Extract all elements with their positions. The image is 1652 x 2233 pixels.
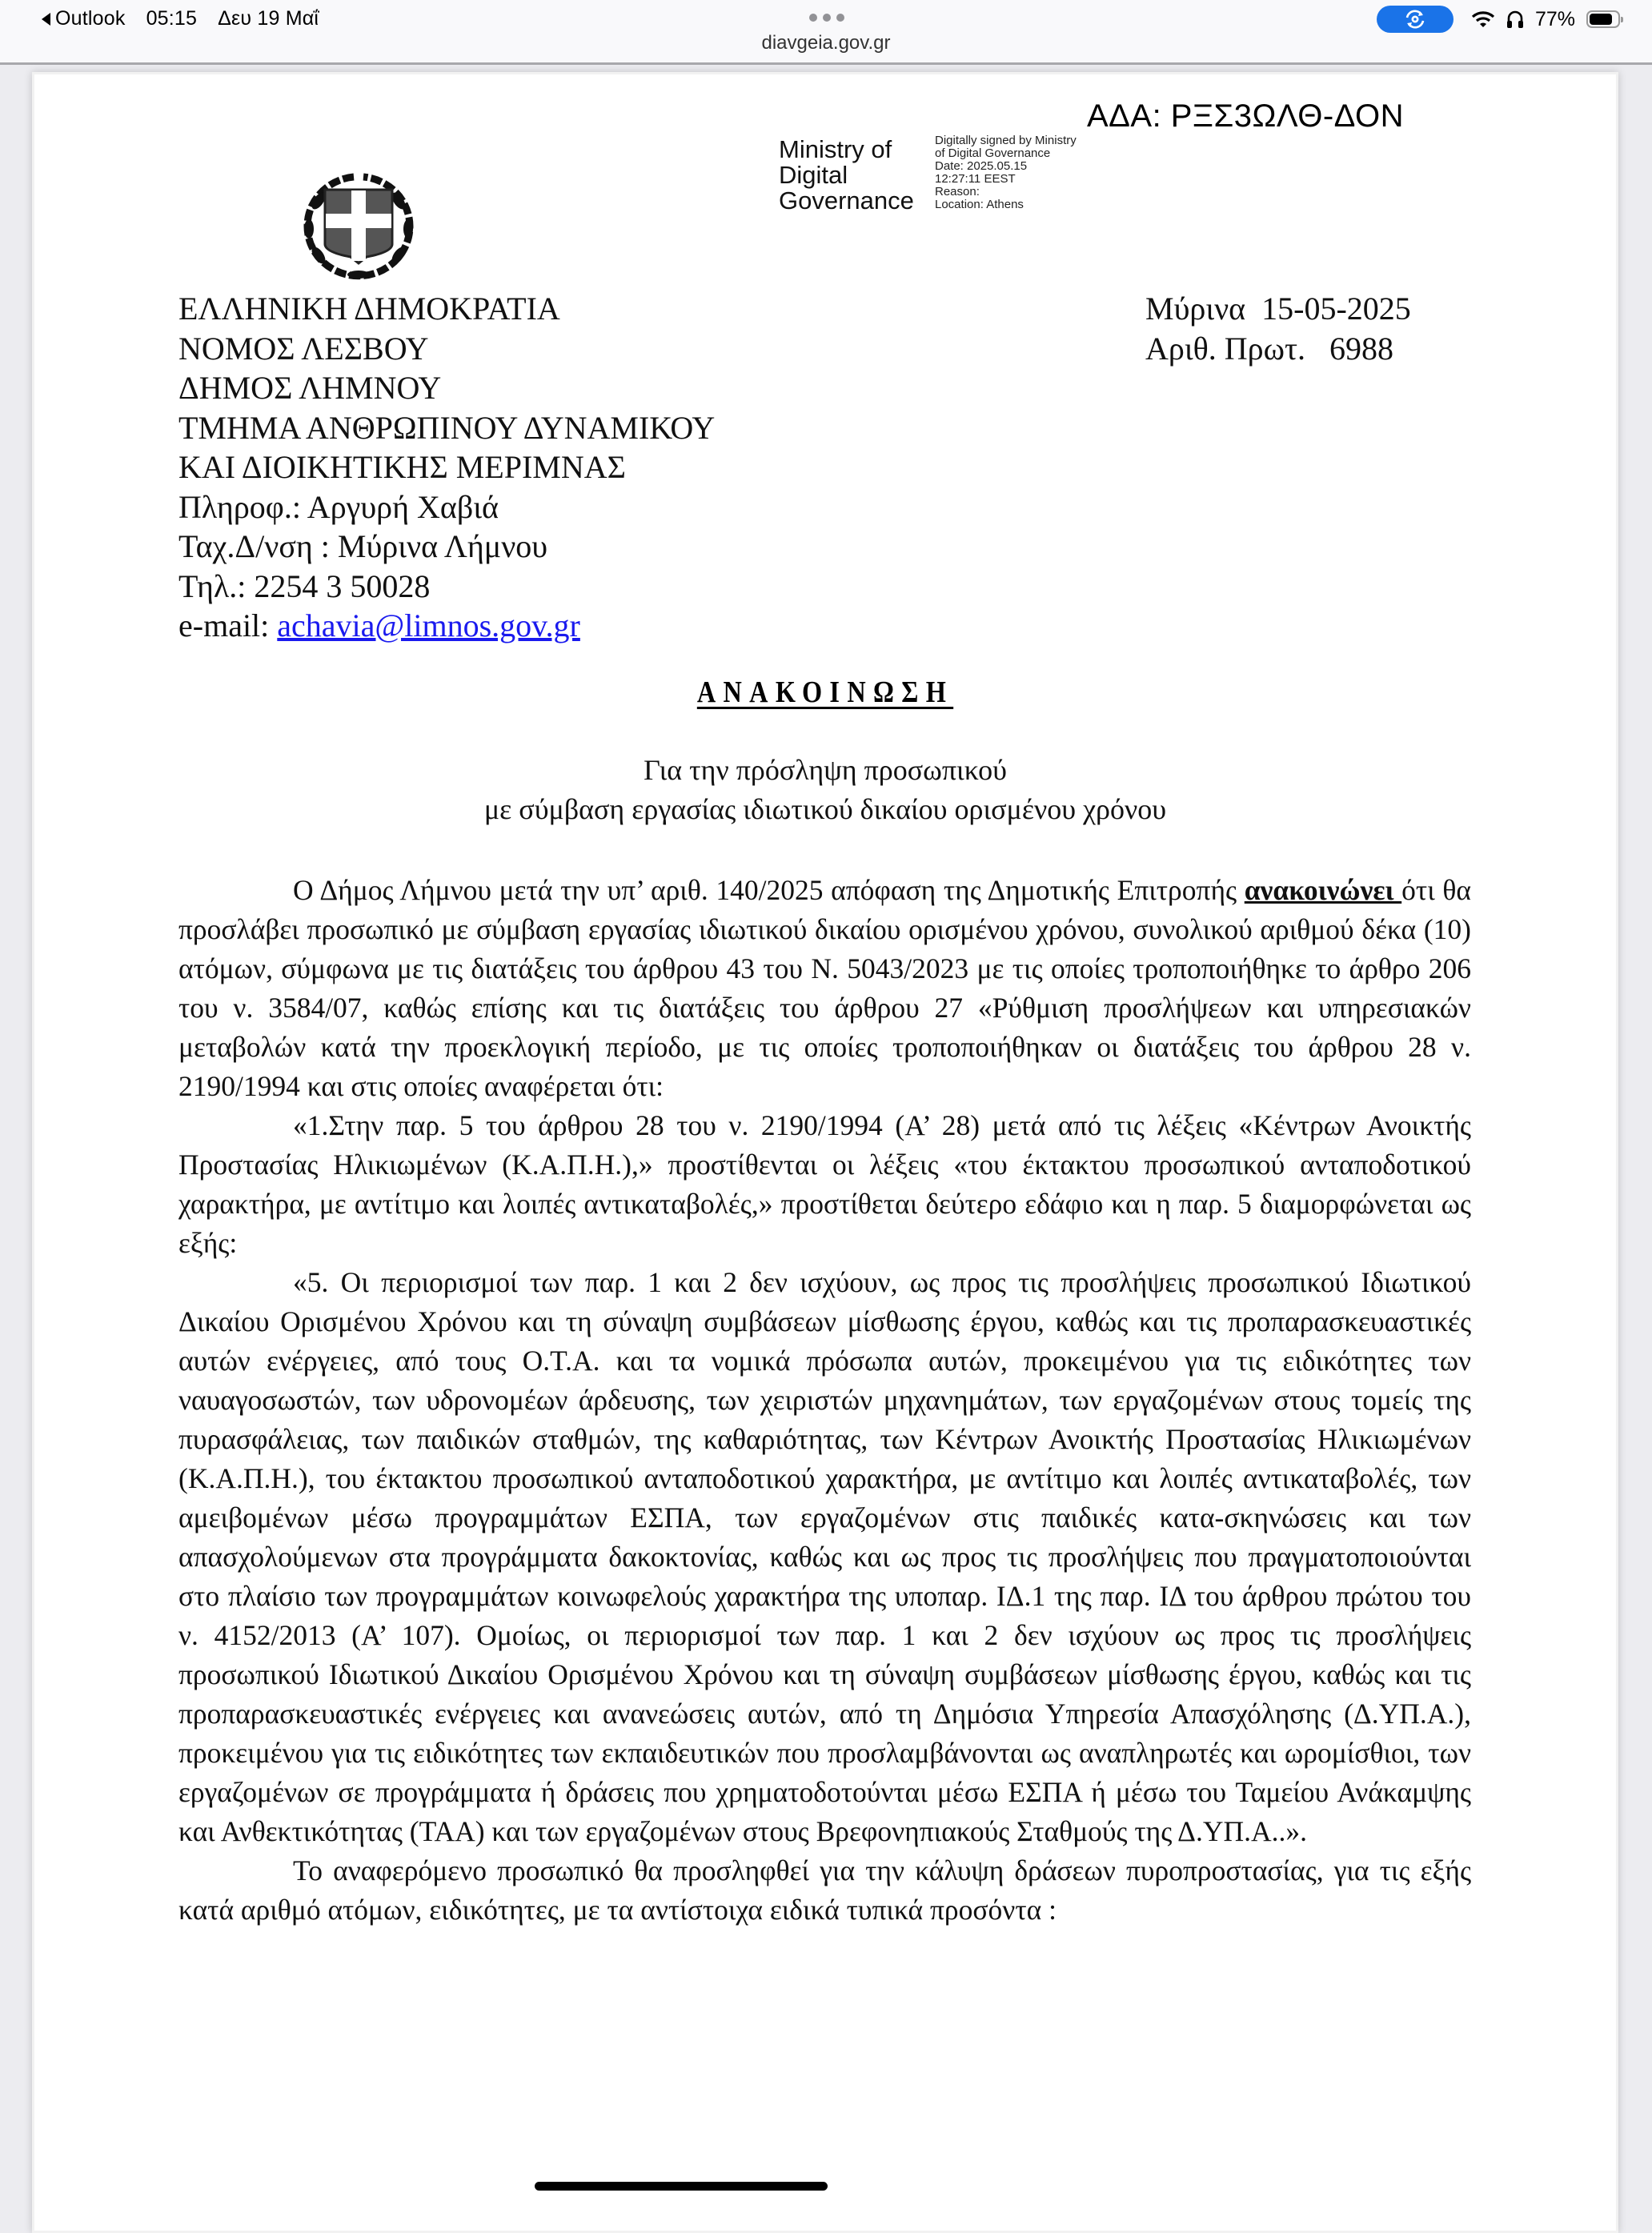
back-to-app-button[interactable] [42,7,126,30]
body-text: ότι θα προσλάβει προσωπικό με σύμβαση εργασίας ιδιωτικού δικαίου ορισμένου χρόνου, συνολικού αριθμού δέκα (10) ατόμων, σύμφωνα με τις διατάξεις του άρθρου 43 του Ν. 5043/2023 με τις οποίες τροποποιήθηκε το άρθρο 206 του ν. 3584/07, καθώς επίσης και τις διατάξεις του άρθρου 27 «Ρύθμιση προσλήψεων και υπηρεσιακών μεταβολών κατά την προεκλογική περίοδο, με τις οποίες τροποποιήθηκαν οι διατάξεις του άρθρου 28 ν. 2190/1994 και στις οποίες αναφέρεται ότι: [178,874,1472,1102]
wifi-icon [1471,10,1495,29]
signature-line: Date: 2025.05.15 [935,159,1028,173]
header-contact-person: Πληροφ.: Αργυρή Χαβιά [178,488,499,525]
multitasking-dots-icon[interactable] [809,14,844,22]
body-emphasis: ανακοινώνει [1244,874,1402,906]
status-time: 05:15 [146,7,198,30]
headphones-icon [1506,10,1524,29]
home-indicator[interactable] [535,2182,828,2191]
screen-sync-pill[interactable] [1377,6,1454,33]
header-line-department: ΤΜΗΜΑ ΑΝΘΡΩΠΙΝΟΥ ΔΥΝΑΜΙΚΟΥ [178,409,716,446]
battery-percent: 77% [1535,7,1576,30]
status-right [1377,6,1620,33]
header-phone: Τηλ.: 2254 3 50028 [178,567,431,604]
battery-icon [1586,10,1620,28]
header-line-prefecture: ΝΟΜΟΣ ΛΕΣΒΟΥ [178,330,429,367]
status-bar [0,0,1652,65]
signer-organization [779,137,914,214]
greek-coat-of-arms-icon [295,169,423,281]
subtitle-line: Για την πρόσληψη προσωπικού [644,754,1007,786]
header-email-row [178,606,715,646]
body-paragraph-2: «1.Στην παρ. 5 του άρθρου 28 του ν. 2190/1994 (Α’ 28) μετά από τις λέξεις «Κέντρων Ανοικτής Προστασίας Ηλικιωμένων (Κ.Α.Π.Η.),» προστίθενται οι λέξεις «του έκτακτου προσωπικού ανταποδοτικού χαρακτήρα, με αντίτιμο και λοιπές αντικαταβολές,» προστίθεται δεύτερο εδάφιο και η παρ. 5 διαμορφώνεται ως εξής: [178,1109,1471,1259]
body-text: Ο Δήμος Λήμνου μετά την υπ’ αριθ. 140/2025 απόφαση της Δημοτικής Επιτροπής [293,874,1245,906]
header-line-department-2: ΚΑΙ ΔΙΟΙΚΗΤΙΚΗΣ ΜΕΡΙΜΝΑΣ [178,449,626,485]
body-paragraph-1 [178,871,1471,1106]
document-body [178,871,1471,1930]
ada-code: ΑΔΑ: ΡΞΣ3ΩΛΘ-ΔΟΝ [1087,98,1405,134]
email-link[interactable]: achavia@limnos.gov.gr [277,607,580,643]
document-page [32,72,1618,2233]
back-arrow-icon [42,13,50,26]
date-protocol-block [1145,289,1411,368]
email-label: e-mail: [178,607,278,643]
protocol-number: Αριθ. Πρωτ. 6988 [1145,330,1394,367]
header-line-municipality: ΔΗΜΟΣ ΛΗΜΝΟΥ [178,370,442,406]
header-line-republic: ΕΛΛΗΝΙΚΗ ΔΗΜΟΚΡΑΤΙΑ [178,291,560,327]
signature-line: Reason: [935,185,980,198]
back-app-label: Outlook [55,7,126,30]
signature-line: of Digital Governance [935,146,1051,160]
body-paragraph-3: «5. Οι περιορισμοί των παρ. 1 και 2 δεν ισχύουν, ως προς τις προσλήψεις προσωπικού Ιδιωτικού Δικαίου Ορισμένου Χρόνου και τη σύναψη συμβάσεων μίσθωσης έργου, καθώς και τις προπαρασκευαστικές αυτών ενέργειες, από τους Ο.Τ.Α. και τα νομικά πρόσωπα αυτών, προκειμένου για τις ειδικότητες των ναυαγοσωστών, των υδρονομέων άρδευσης, των χειριστών μηχανημάτων, των εργαζομένων στους τομείς της πυρασφάλειας, των παιδικών σταθμών, της καθαριότητας, των Κέντρων Ανοικτής Προστασίας Ηλικιωμένων (Κ.Α.Π.Η.), του έκτακτου προσωπικού ανταποδοτικού χαρακτήρα, με αντίτιμο και λοιπές αντικαταβολές, των αμειβομένων μέσω προγραμμάτων ΕΣΠΑ, των εργαζομένων στις παιδικές κατα-σκηνώσεις και των απασχολούμενων στα προγράμματα δακοκτονίας, καθώς και ως προς τις προσλήψεις που πραγματοποιούνται στο πλαίσιο των προγραμμάτων κοινωφελούς χαρακτήρα της υποπαρ. ΙΔ.1 της παρ. ΙΔ του άρθρου πρώτου του ν. 4152/2013 (Α’ 107). Ομοίως, οι περιορισμοί των παρ. 1 και 2 δεν ισχύουν ως προς τις προσλήψεις προσωπικού Ιδιωτικού Δικαίου Ορισμένου Χρόνου και τη σύναψη συμβάσεων μίσθωσης έργου, καθώς και τις προπαρασκευαστικές ενέργειες και ανανεώσεις αυτών, από τη Δημόσια Υπηρεσία Απασχόλησης (Δ.ΥΠ.Α.), προκειμένου για τις ειδικότητες των εκπαιδευτικών που προσλαμβάνονται ως αναπληρωτές και ωρομίσθιοι, των εργαζομένων σε προγράμματα ή δράσεις που χρηματοδοτούνται μέσω ΕΣΠΑ ή μέσω του Ταμείου Ανάκαμψης και Ανθεκτικότητας (ΤΑΑ) και των εργαζομένων στους Βρεφονηπιακούς Σταθμούς της Δ.ΥΠ.Α..». [178,1266,1471,1847]
sender-header [178,289,715,646]
header-address: Ταχ.Δ/νση : Μύρινα Λήμνου [178,528,548,564]
signature-line: Digitally signed by Ministry [935,134,1077,147]
place-date: Μύρινα 15-05-2025 [1145,291,1411,327]
signer-org-line: Ministry of [779,135,892,163]
signature-line: Location: Athens [935,198,1024,211]
page-url[interactable]: diavgeia.gov.gr [761,32,891,54]
digital-signature-details[interactable] [935,134,1077,211]
signature-line: 12:27:11 EEST [935,172,1016,186]
rotate-gear-icon [1403,8,1427,30]
document-subtitle [34,751,1616,829]
signer-org-line: Digital [779,161,848,189]
status-date: Δευ 19 Μαΐ [218,7,319,30]
document-title: ΑΝΑΚΟΙΝΩΣΗ [696,676,954,709]
body-paragraph-4: Το αναφερόμενο προσωπικό θα προσληφθεί για την κάλυψη δράσεων πυροπροστασίας, για τις εξής κατά αριθμό ατόμων, ειδικότητες, με τα αντίστοιχα ειδικά τυπικά προσόντα : [178,1854,1471,1926]
subtitle-line: με σύμβαση εργασίας ιδιωτικού δικαίου ορισμένου χρόνου [483,793,1167,825]
status-left [42,7,319,30]
signer-org-line: Governance [779,186,914,214]
